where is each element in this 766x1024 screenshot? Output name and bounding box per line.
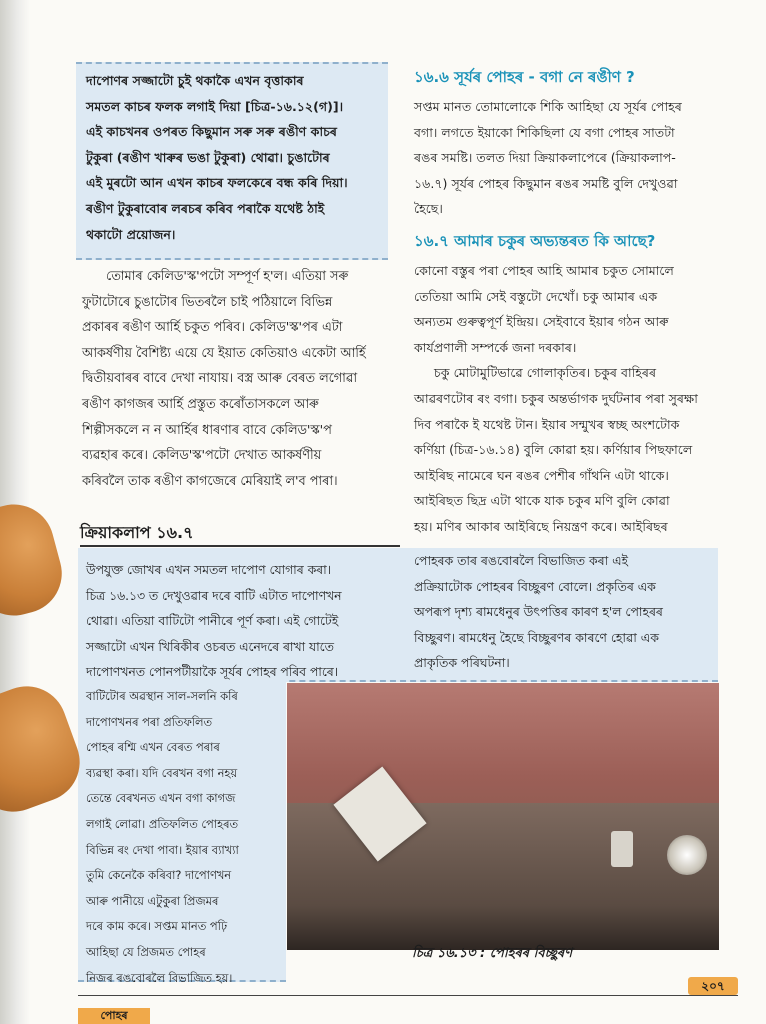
procedure-box-text <box>86 68 382 247</box>
text-line: দাপোণৰ সজ্জাটো চুই থকাকৈ এখন বৃত্তাকাৰ <box>86 73 304 88</box>
text-line: আহিছা যে প্ৰিজমত পোহৰ <box>86 944 206 959</box>
section-16-6-text <box>414 94 718 222</box>
text-line: বিভিন্ন ৰং দেখা পাবা। ইয়াৰ ব্যাখ্যা <box>86 842 239 857</box>
chapter-tab: পোহৰ <box>78 1008 150 1024</box>
text-line: উপযুক্ত জোখৰ এখন সমতল দাপোণ যোগাৰ কৰা। <box>86 563 332 577</box>
text-line: তেতিয়া আমি সেই বস্তুটো দেখোঁ। চকু আমাৰ এক <box>414 288 658 304</box>
text-line: সপ্তম মানত তোমালোকে শিকি আহিছা যে সূৰ্যৰ পোহৰ <box>414 99 682 114</box>
text-line: দ্বিতীয়বাৰৰ বাবে দেখা নাযায়। বস্ত্ৰ আৰু বেৰত লগোৱা <box>82 371 358 387</box>
text-line: লগাই লোৱা। প্ৰতিফলিত পোহৰত <box>86 816 239 831</box>
activity-side-text <box>86 684 284 991</box>
activity-top-text <box>86 558 392 686</box>
text-line: সজ্জাটো এখন খিৰিকীৰ ওচৰত এনেদৰে ৰাখা যাতে <box>86 639 334 654</box>
activity-divider <box>80 545 400 547</box>
section-16-7-text <box>414 258 718 540</box>
section-heading-16-6: ১৬.৬ সূৰ্যৰ পোহৰ - বগা নে ৰঙীণ ? <box>414 68 635 86</box>
text-line: ব্যৱহাৰ কৰে। কেলিড'স্ক'পটো দেখাত আকৰ্ষণীয় <box>82 448 322 464</box>
page-number: ২০৭ <box>688 977 738 995</box>
text-line: এই মুৰটো আন এখন কাচৰ ফলকেৰে বন্ধ কৰি দিয়া। <box>86 175 348 191</box>
footer-rule <box>78 995 738 996</box>
text-line: সমতল কাচৰ ফলক লগাই দিয়া [চিত্ৰ-১৬.১২(গ)]। <box>86 98 344 114</box>
text-line: ৰঙীণ কাগজৰ আৰ্হি প্ৰস্তুত কৰোঁতাসকলে আৰু <box>82 396 319 412</box>
text-line: তেন্তে বেৰখনত এখন বগা কাগজ <box>86 791 236 806</box>
text-line: বাটিটোৰ অৱস্থান সাল-সলনি কৰি <box>86 689 238 703</box>
text-line: টুকুৰা (ৰঙীণ খাৰুৰ ভঙা টুকুৰা) থোৱা। চুঙাটোৰ <box>86 149 330 165</box>
finger-top <box>0 495 71 624</box>
text-line: অপৰূপ দৃশ্য ৰামধেনুৰ উৎপত্তিৰ কাৰণ হ'ল পোহৰৰ <box>414 604 663 620</box>
kaleidoscope-paragraph <box>82 264 388 494</box>
text-line: আৱৰণটোৰ ৰং বগা। চকুৰ অন্তৰ্ভাগক দুৰ্ঘটনাৰ পৰা সুৰক্ষা <box>414 390 698 406</box>
text-line: আইৰিছ নামেৰে ঘন ৰঙৰ পেশীৰ গাঁথনি এটা থাকে। <box>414 467 669 483</box>
text-line: কৰ্ণিয়া (চিত্ৰ-১৬.১৪) বুলি কোৱা হয়। কৰ্ণিয়াৰ পিছফালে <box>414 442 693 458</box>
photo-glint <box>667 835 707 875</box>
text-line: কৰিবলৈ তাক ৰঙীণ কাগজেৰে মেৰিয়াই ল'ব পাৰা। <box>82 473 338 489</box>
text-line: বগা। লগতে ইয়াকো শিকিছিলা যে বগা পোহৰ সাতটা <box>414 124 675 140</box>
text-line: পোহৰ ৰশ্মি এখন বেৰত পৰাৰ <box>86 740 220 755</box>
dispersion-photo <box>287 683 719 950</box>
text-line: থোৱা। এতিয়া বাটিটো পানীৰে পূৰ্ণ কৰা। এই গোটেই <box>86 614 339 629</box>
text-line: প্ৰাকৃতিক পৰিঘটনা। <box>414 655 510 671</box>
text-line: আইৰিছত ছিদ্ৰ এটা থাকে যাক চকুৰ মণি বুলি কোৱা <box>414 493 670 509</box>
text-line: নিজৰ ৰঙবোৰলৈ বিভাজিত হয়। <box>86 970 233 985</box>
figure-caption: চিত্ৰ ১৬.১৩ : পোহৰৰ বিচ্ছুৰণ <box>412 946 573 961</box>
text-line: দৰে কাম কৰে। সপ্তম মানত পঢ়ি <box>86 919 228 934</box>
text-line: আকৰ্ষণীয় বৈশিষ্ট্য এয়ে যে ইয়াত কেতিয়াও একেটা আৰ্হি <box>82 345 366 361</box>
text-line: প্ৰকাৰৰ ৰঙীণ আৰ্হি চকুত পৰিব। কেলিড'স্ক'পৰ এটা <box>82 320 343 336</box>
text-line: কাৰ্যপ্ৰণালী সম্পৰ্কে জনা দৰকাৰ। <box>414 339 577 355</box>
text-line: আৰু পানীয়ে এটুকুৰা প্ৰিজমৰ <box>86 893 219 908</box>
text-line: থকাটো প্ৰয়োজন। <box>86 226 176 242</box>
text-line: হয়। মণিৰ আকাৰ আইৰিছে নিয়ন্ত্ৰণ কৰে। আইৰিছৰ <box>414 518 668 534</box>
text-line: দিব পৰাকৈ ই যথেষ্ট টান। ইয়াৰ সন্মুখৰ স্বচ্ছ অংশটোক <box>414 416 680 432</box>
text-line: হৈছে। <box>414 201 443 217</box>
text-line: তুমি কেনেকৈ কৰিবা? দাপোণখন <box>86 868 232 883</box>
text-line: প্ৰক্ৰিয়াটোক পোহৰৰ বিচ্ছুৰণ বোলে। প্ৰকৃতিৰ এক <box>414 578 656 594</box>
text-line: ফুটাটোৰে চুঙাটোৰ ভিতৰলৈ চাই পঠিয়ালে বিভিন্ন <box>82 294 333 310</box>
section-heading-16-7: ১৬.৭ আমাৰ চকুৰ অভ্যন্তৰত কি আছে? <box>414 232 656 250</box>
text-line: দাপোণখনত পোনপটীয়াকৈ সূৰ্যৰ পোহৰ পৰিব পাৰে। <box>86 665 339 680</box>
activity-title: ক্ৰিয়াকলাপ ১৬.৭ <box>80 523 194 542</box>
text-line: ৰঙীণ টুকুৰাবোৰ লৰচৰ কৰিব পৰাকৈ যথেষ্ট ঠাই <box>86 200 325 216</box>
text-line: এই কাচখনৰ ওপৰত কিছুমান সৰু সৰু ৰঙীণ কাচৰ <box>86 124 338 140</box>
text-line: চকু মোটামুটিভাৱে গোলাকৃতিৰ। চকুৰ বাহিৰৰ <box>434 365 657 381</box>
text-line: ১৬.৭) সূৰ্যৰ পোহৰ কিছুমান ৰঙৰ সমষ্টি বুলি দেখুওৱা <box>414 175 678 191</box>
text-line: তোমাৰ কেলিড'স্ক'পটো সম্পূৰ্ণ হ'ল। এতিয়া সৰু <box>106 269 349 284</box>
text-line: কোনো বস্তুৰ পৰা পোহৰ আহি আমাৰ চকুত সোমালে <box>414 263 674 278</box>
dispersion-text <box>414 548 716 676</box>
text-line: শিল্পীসকলে ন ন আৰ্হিৰ ধাৰণাৰ বাবে কেলিড'স্ক'প <box>82 422 332 438</box>
text-line: চিত্ৰ ১৬.১৩ ত দেখুওৱাৰ দৰে বাটি এটাত দাপোণখন <box>86 588 342 603</box>
photo-glint <box>611 831 633 867</box>
text-line: ব্যৱস্থা কৰা। যদি বেৰখন বগা নহয় <box>86 765 238 780</box>
text-line: ৰঙৰ সমষ্টি। তলত দিয়া ক্ৰিয়াকলাপেৰে (ক্ৰিয়াকলাপ- <box>414 150 676 166</box>
text-line: অন্যতম গুৰুত্বপূৰ্ণ ইন্দ্ৰিয়। সেইবাবে ইয়াৰ গঠন আৰু <box>414 314 669 330</box>
text-line: দাপোণখনৰ পৰা প্ৰতিফলিত <box>86 714 213 729</box>
text-line: বিচ্ছুৰণ। ৰামধেনু হৈছে বিচ্ছুৰণৰ কাৰণে হোৱা এক <box>414 629 659 645</box>
text-line: পোহৰক তাৰ ৰঙবোৰলৈ বিভাজিত কৰা এই <box>414 553 628 568</box>
